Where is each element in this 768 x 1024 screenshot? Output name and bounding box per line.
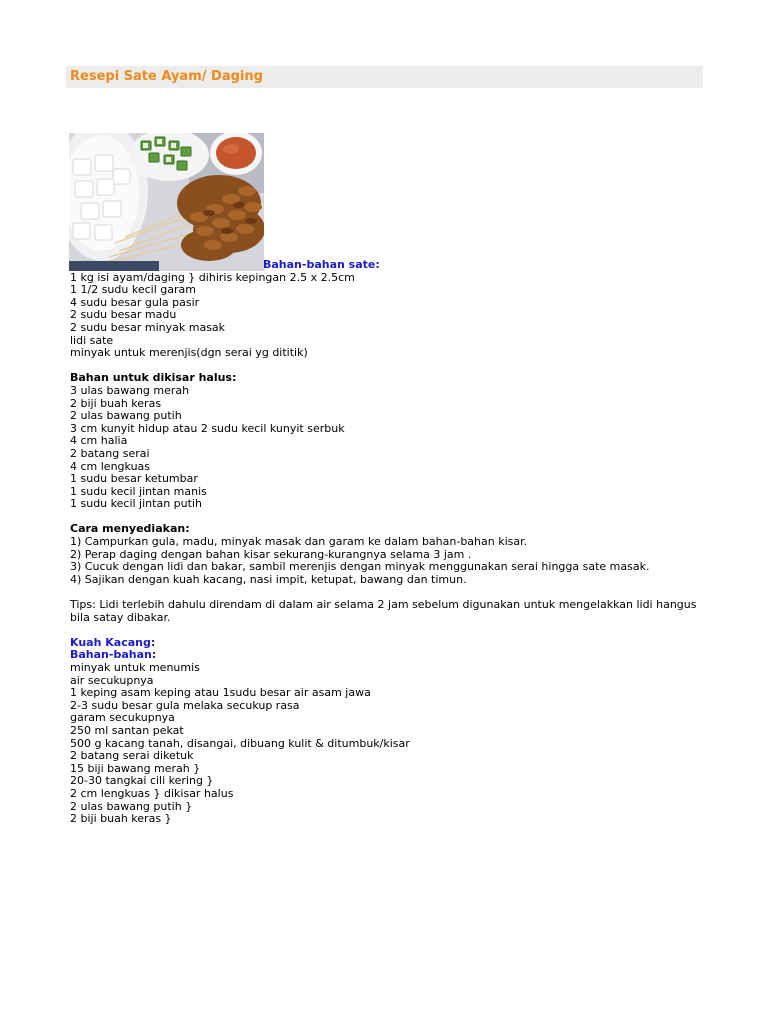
list-item: 2 batang serai xyxy=(70,446,150,460)
spacer xyxy=(70,624,720,637)
list-item: 3 ulas bawang merah xyxy=(70,383,190,397)
kuah-kacang-heading: Kuah Kacang: xyxy=(70,635,156,649)
list-item: minyak untuk menumis xyxy=(70,661,200,674)
list-item: garam secukupnya xyxy=(70,711,175,725)
tips-line-1: Tips: Lidi terlebih dahulu direndam di dalam air selama 2 jam sebelum digunakan untuk mengelakkan lidi hangus xyxy=(70,598,697,612)
list-item: 4 cm halia xyxy=(70,434,128,448)
list-item: 2 sudu besar madu xyxy=(70,308,177,322)
list-item: 2 ulas bawang putih xyxy=(70,409,182,423)
list-item: 2 ulas bawang putih } xyxy=(70,799,193,813)
list-item: 2 biji buah keras } xyxy=(70,812,172,826)
bahan-sate-heading: Bahan-bahan sate: xyxy=(263,258,380,271)
list-item: 1 keping asam keping atau 1sudu besar air asam jawa xyxy=(70,686,371,700)
recipe-content xyxy=(70,259,720,826)
list-item: 1 sudu kecil jintan putih xyxy=(70,497,202,511)
list-item: lidi sate xyxy=(70,333,114,347)
satay-photo xyxy=(69,133,264,271)
list-item: 4 sudu besar gula pasir xyxy=(70,295,200,309)
list-item: 3 cm kunyit hidup atau 2 sudu kecil kunyit serbuk xyxy=(70,421,345,435)
step-item: 3) Cucuk dengan lidi dan bakar, sambil merenjis dengan minyak menggunakan serai hingga sate masak. xyxy=(70,560,650,574)
list-item: 1 sudu besar ketumbar xyxy=(70,472,198,486)
list-item: 1 sudu kecil jintan manis xyxy=(70,484,207,498)
list-item: 20-30 tangkai cili kering } xyxy=(70,774,214,788)
list-item: 1 1/2 sudu kecil garam xyxy=(70,283,196,297)
list-item: 15 biji bawang merah } xyxy=(70,761,201,775)
page-title: Resepi Sate Ayam/ Daging xyxy=(70,69,263,84)
list-item: 250 ml santan pekat xyxy=(70,723,184,737)
list-item: 4 cm lengkuas xyxy=(70,459,151,473)
step-item: 1) Campurkan gula, madu, minyak masak dan garam ke dalam bahan-bahan kisar. xyxy=(70,535,528,549)
list-item: 1 kg isi ayam/daging } dihiris kepingan 2.5 x 2.5cm xyxy=(70,270,355,284)
bahan-kisar-heading: Bahan untuk dikisar halus: xyxy=(70,371,237,385)
list-item: 2-3 sudu besar gula melaka secukup rasa xyxy=(70,698,300,712)
tips-line-2: bila satay dibakar. xyxy=(70,610,171,624)
list-item: air secukupnya xyxy=(70,673,154,687)
list-item: 2 cm lengkuas } dikisar halus xyxy=(70,786,234,800)
cara-heading: Cara menyediakan: xyxy=(70,522,190,536)
kuah-kacang-subheading: Bahan-bahan: xyxy=(70,648,157,662)
list-item: 2 sudu besar minyak masak xyxy=(70,320,226,334)
list-item: 2 biji buah keras xyxy=(70,396,162,410)
list-item: minyak untuk merenjis(dgn serai yg dititik) xyxy=(70,346,308,360)
title-bar xyxy=(66,66,703,88)
list-item: 500 g kacang tanah, disangai, dibuang kulit & ditumbuk/kisar xyxy=(70,736,410,750)
step-item: 2) Perap daging dengan bahan kisar sekurang-kurangnya selama 3 jam . xyxy=(70,547,472,561)
step-item: 4) Sajikan dengan kuah kacang, nasi impit, ketupat, bawang dan timun. xyxy=(70,572,467,586)
list-item: 2 batang serai diketuk xyxy=(70,749,194,763)
